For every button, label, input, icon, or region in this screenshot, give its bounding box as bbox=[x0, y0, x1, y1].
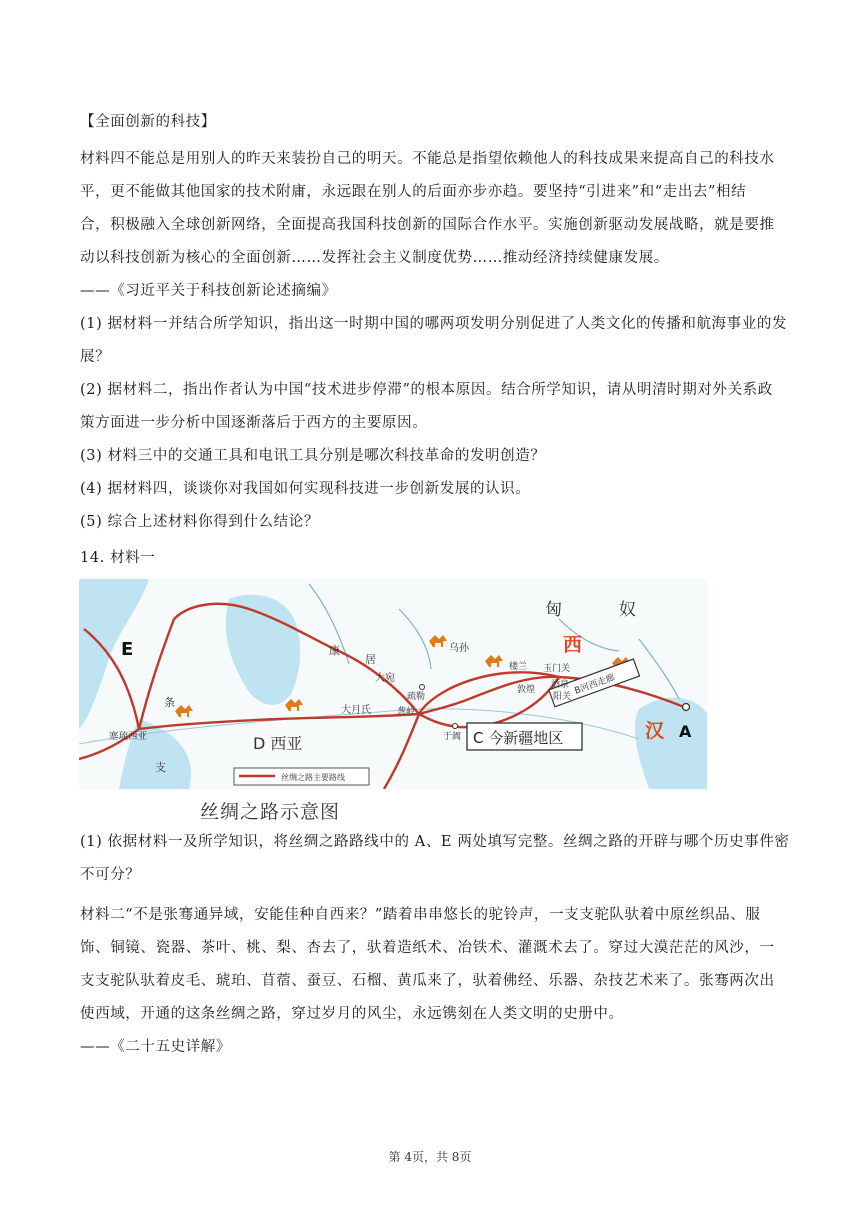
material4-source: ——《习近平关于科技创新论述摘编》 bbox=[80, 283, 337, 299]
label-xi: 西 bbox=[563, 634, 583, 656]
material4-line-3: 合，积极融入全球创新网络，全面提高我国科技创新的国际合作水平。实施创新驱动发展战略，就是要推 bbox=[80, 217, 775, 233]
section-title: 【全面创新的科技】 bbox=[80, 114, 216, 130]
label-a: A bbox=[679, 722, 692, 741]
label-dunhuang: 敦煌 bbox=[517, 685, 536, 695]
question-13-4: (4) 据材料四，谈谈你对我国如何实现科技进一步创新发展的认识。 bbox=[80, 481, 531, 497]
question-13-1-line-1: (1) 据材料一并结合所学知识，指出这一时期中国的哪两项发明分别促进了人类文化的传播和航海事业的发 bbox=[80, 316, 788, 332]
material2-line-3: 支支驼队驮着皮毛、琥珀、苜蓿、蚕豆、石榴、黄瓜来了，驮着佛经、乐器、杂技艺术来了。张骞两次出 bbox=[80, 973, 775, 989]
material4-line-1: 材料四不能总是用别人的昨天来装扮自己的明天。不能总是指望依赖他人的科技成果来提高自己的科技水 bbox=[80, 151, 775, 167]
label-han: 汉 bbox=[645, 720, 665, 742]
label-wusun: 乌孙 bbox=[449, 643, 469, 654]
label-ju: 居 bbox=[365, 653, 376, 666]
question-13-2-line-2: 策方面进一步分析中国逐渐落后于西方的主要原因。 bbox=[80, 415, 428, 431]
label-tiao: 条 bbox=[164, 696, 175, 709]
label-xiongnu-2: 奴 bbox=[619, 600, 636, 620]
label-xiongnu-1: 匈 bbox=[545, 600, 562, 620]
label-dayuan: 大宛 bbox=[375, 673, 395, 684]
silk-road-map-svg bbox=[79, 579, 707, 789]
label-yumenguan: 玉门关 bbox=[543, 664, 571, 674]
label-zhi: 支 bbox=[155, 761, 166, 774]
shule-marker bbox=[420, 685, 425, 690]
material4-line-2: 平，更不能做其他国家的技术附庸，永远跟在别人的后面亦步亦趋。要坚持“引进来”和“走出去”相结 bbox=[80, 184, 747, 200]
label-yangguan: 阳关 bbox=[553, 692, 572, 702]
map-legend-text: 丝绸之路主要路线 bbox=[281, 773, 345, 782]
b-box-text: B河西走廊 bbox=[573, 672, 617, 697]
label-loulan: 楼兰 bbox=[509, 662, 528, 672]
point-a-marker bbox=[683, 704, 690, 711]
question-14-1-line-2: 不可分？ bbox=[80, 867, 141, 883]
label-dayuezhi: 大月氏 bbox=[341, 705, 371, 716]
c-box-text: C 今新疆地区 bbox=[473, 729, 564, 747]
question-13-5: (5) 综合上述材料你得到什么结论？ bbox=[80, 514, 319, 530]
label-congling: 葱岭 bbox=[397, 707, 416, 717]
question-14-header: 14. 材料一 bbox=[80, 550, 156, 566]
silk-road-map bbox=[79, 579, 707, 789]
label-kangju: 康 bbox=[329, 644, 340, 657]
material2-line-2: 饰、铜镜、瓷器、茶叶、桃、梨、杏去了，驮着造纸术、冶铁术、灌溉术去了。穿过大漠茫茫的风沙，一 bbox=[80, 940, 775, 956]
label-jiuquan: 酒泉 bbox=[551, 680, 570, 690]
label-shule: 疏勒 bbox=[407, 692, 426, 702]
question-13-1-line-2: 展？ bbox=[80, 349, 111, 365]
question-13-2-line-1: (2) 据材料二，指出作者认为中国“技术进步停滞”的根本原因。结合所学知识，请从明清时期对外关系政 bbox=[80, 382, 773, 398]
material2-line-4: 使西域，开通的这条丝绸之路，穿过岁月的风尘，永远镌刻在人类文明的史册中。 bbox=[80, 1006, 624, 1022]
map-caption: 丝绸之路示意图 bbox=[200, 801, 341, 823]
material2-source: ——《二十五史详解》 bbox=[80, 1039, 231, 1055]
question-14-1-line-1: (1) 依据材料一及所学知识，将丝绸之路路线中的 A、E 两处填写完整。丝绸之路的开辟与哪个历史事件密 bbox=[80, 834, 790, 850]
label-yutian: 于阗 bbox=[443, 732, 462, 742]
material2-line-1: 材料二“不是张骞通异域，安能佳种自西来？”踏着串串悠长的驼铃声，一支支驼队驮着中原丝织品、服 bbox=[80, 907, 761, 923]
label-seleucid: 塞琉西亚 bbox=[109, 731, 148, 742]
map-sea-east bbox=[635, 698, 707, 789]
page-footer: 第 4页，共 8页 bbox=[388, 1150, 472, 1164]
label-e: E bbox=[121, 639, 134, 660]
yutian-marker bbox=[453, 724, 458, 729]
label-d-xiya: D 西亚 bbox=[253, 734, 303, 753]
material4-line-4: 动以科技创新为核心的全面创新……发挥社会主义制度优势……推动经济持续健康发展。 bbox=[80, 250, 669, 266]
question-13-3: (3) 材料三中的交通工具和电讯工具分别是哪次科技革命的发明创造？ bbox=[80, 448, 546, 464]
